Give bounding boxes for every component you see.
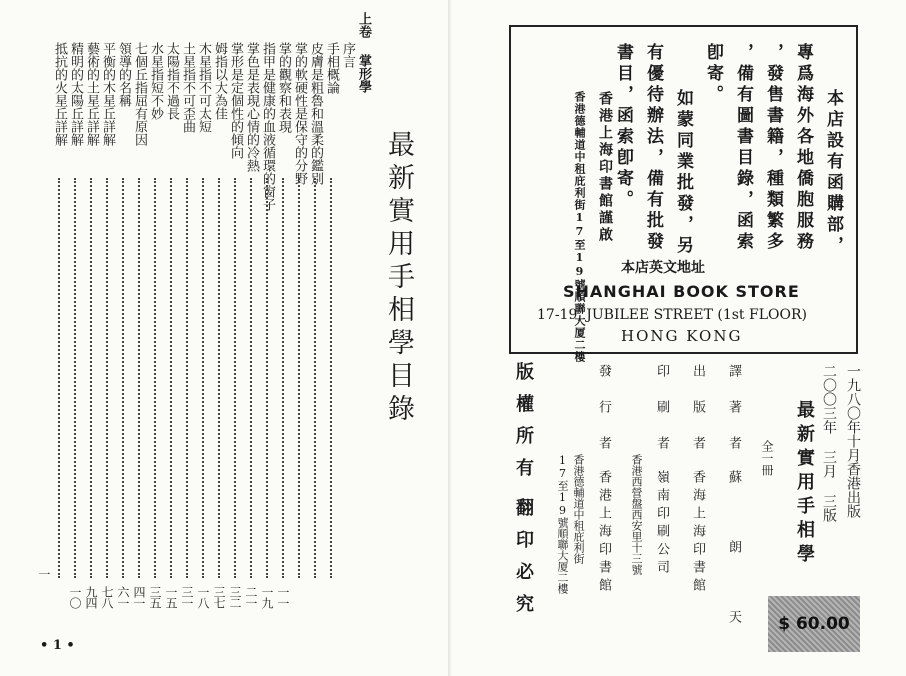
toc-leader-dots [106, 178, 108, 578]
toc-leader-dots [154, 178, 156, 578]
rights-char: 所 [513, 426, 534, 458]
book-title: 最新實用手相學 [794, 400, 815, 568]
en-heading: 本店英文地址 [621, 260, 705, 276]
toc-leader-dots [282, 178, 284, 578]
publisher-label: 出 版 者 [690, 364, 705, 454]
pub-date-1: 一九八〇年十月香港出版 [845, 364, 861, 518]
toc-entry: 掌形是定個性的傾向 [228, 42, 243, 159]
toc-entry: 抵抗的火星丘詳解 [52, 42, 67, 146]
distributor-label: 發 行 者 [596, 364, 611, 454]
ad-text-line: 專爲海外各地僑胞服務 [793, 43, 813, 253]
price-sticker: $ 60.00 [768, 596, 860, 652]
rights-char: 版 [513, 362, 534, 394]
publisher-name: 香海上海印書館 [690, 470, 705, 596]
ad-text-line: 卽寄。 [703, 43, 723, 106]
toc-page-number: 四一 [132, 586, 146, 608]
en-street: 17-19, JUBILEE STREET (1st FLOOR) [537, 307, 807, 323]
toc-page-number: 一九 [260, 586, 274, 608]
distributor-address-1: 香港德輔道中租庇利街 [572, 454, 585, 564]
toc-leader-dots [74, 178, 76, 578]
section-label: 上卷 [356, 12, 371, 38]
toc-page-number: 三五 [148, 586, 162, 608]
toc-entry: 精明的太陽丘詳解 [68, 42, 83, 146]
toc-page-number: 二一 [244, 586, 258, 608]
toc-page-number-extra: 一 [37, 568, 51, 580]
en-store-name: SHANGHAI BOOK STORE [563, 282, 800, 301]
toc-entry: 領導的名稱 [116, 42, 131, 107]
toc-leader-dots [298, 178, 300, 578]
toc-entry: 太陽指不過長 [164, 42, 179, 120]
ad-signature: 香港上海印書館謹啟 [597, 91, 613, 244]
printer-name: 嶺南印刷公司 [654, 470, 669, 578]
ad-text-line: 本店設有函購部， [823, 89, 843, 257]
section-name: 掌形學 [356, 54, 371, 93]
ad-text-line: 如蒙同業批發，另 [673, 89, 693, 257]
en-city: HONG KONG [621, 327, 743, 345]
toc-page-number: 一一 [276, 586, 290, 608]
toc-entry: 掌色是表現心情的冷熱 [244, 42, 259, 172]
toc-page-number: 三七 [212, 586, 226, 608]
toc-leader-dots [138, 178, 140, 578]
toc-entry: 手相概論 [324, 42, 339, 94]
toc-entry: 姆指以大為佳 [212, 42, 227, 120]
toc-page-number: 九四 [84, 586, 98, 608]
toc-leader-dots [90, 178, 92, 578]
toc-leader-dots [122, 178, 124, 578]
advertisement-box [509, 25, 858, 363]
toc-leader-dots [250, 178, 252, 578]
toc-page-number: 七八 [100, 586, 114, 608]
toc-entry: 皮膚是粗魯和溫柔的鑑別 [308, 42, 323, 185]
toc-page-number: 六一 [116, 586, 130, 608]
toc-entry: 藝術的土星丘詳解 [84, 42, 99, 146]
toc-leader-dots [234, 178, 236, 578]
toc-leader-dots [202, 178, 204, 578]
toc-entry: 平衡的木星丘詳解 [100, 42, 115, 146]
toc-page [0, 0, 450, 676]
toc-page-number: 三二 [228, 586, 242, 608]
ad-text-line: ，發售書籍，種類繁多 [763, 43, 783, 253]
toc-leader-dots [218, 178, 220, 578]
toc-entry: 掌的軟硬性是保守的分野 [292, 42, 307, 185]
rights-char: 有 [513, 458, 534, 490]
rights-line-1 [510, 362, 536, 490]
rights-char: 權 [513, 394, 534, 426]
rights-char: 翻 [513, 498, 534, 530]
rights-char: 印 [513, 530, 534, 562]
printer-address: 香港西營盤西安里十三號 [630, 454, 643, 575]
translator-label: 譯 著 者 [726, 364, 741, 454]
folio: • 1 • [40, 638, 75, 653]
translator-name: 蘇 朗 天 [726, 470, 741, 645]
ad-text-line: 書目，函索卽寄。 [613, 43, 633, 211]
toc-leader-dots [186, 178, 188, 578]
toc-entry: 木星指不可太短 [196, 42, 211, 133]
toc-entry: 掌的觀察和表現 [276, 42, 291, 133]
toc-leader-dots [58, 178, 60, 578]
toc-entry: 水星指短不妙 [148, 42, 163, 120]
toc-entry: 指甲是健康的血液循環的窗子 [260, 42, 275, 211]
pub-date-2: 二〇〇三年 三月 三版 [821, 364, 837, 522]
toc-entry: 七個丘指屈有原因 [132, 42, 147, 146]
rights-char: 必 [513, 562, 534, 594]
toc-leader-dots [266, 178, 268, 578]
toc-leader-dots [170, 178, 172, 578]
ad-text-line: ，備有圖書目錄，函索 [733, 43, 753, 253]
toc-page-number: 一八 [196, 586, 210, 608]
toc-page-number: 一五 [164, 586, 178, 608]
ad-text-line: 有優待辦法，備有批發 [643, 43, 663, 253]
distributor-address-2: 17至19號順聯大厦二樓 [556, 454, 569, 594]
ad-address-cn: 香港德輔道中租庇利街17至19號順聯大厦二樓 [573, 91, 586, 363]
page-title: 最新實用手相學目錄 [383, 130, 414, 427]
toc-entry: 土星指不可歪曲 [180, 42, 195, 133]
rights-char: 究 [513, 594, 534, 626]
toc-leader-dots [314, 178, 316, 578]
volumes: 全一冊 [760, 440, 774, 476]
distributor-name: 香港上海印書館 [596, 470, 611, 596]
toc-page-number: 一〇 [68, 586, 82, 608]
toc-leader-dots [330, 178, 332, 578]
printer-label: 印 刷 者 [654, 364, 669, 454]
rights-line-2 [510, 498, 536, 626]
toc-entry: 序言 [340, 42, 355, 68]
toc-page-number: 三一 [180, 586, 194, 608]
